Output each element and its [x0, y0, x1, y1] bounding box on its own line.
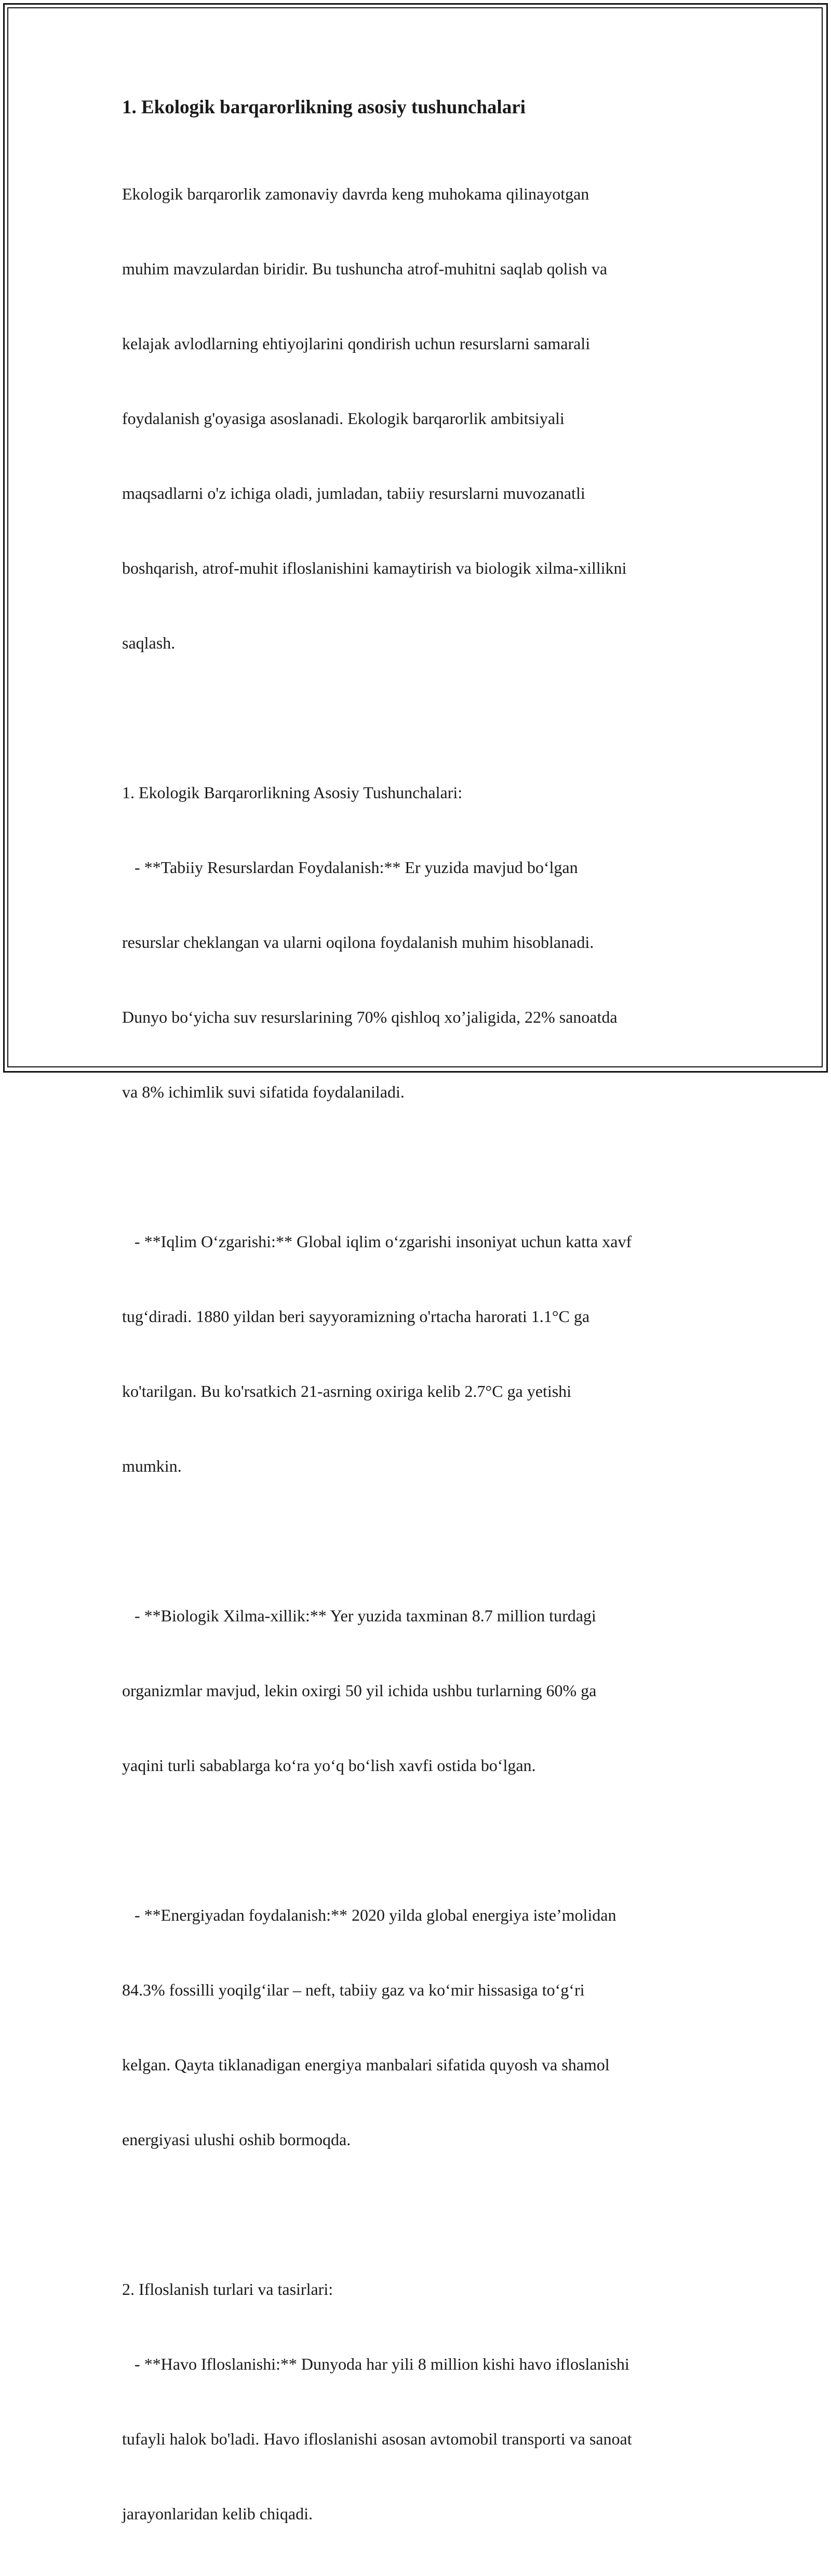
text-line: - **Havo Ifloslanishi:** Dunyoda har yili 8 million kishi havo ifloslanishi — [122, 2355, 629, 2374]
text-line: resurslar cheklangan va ularni oqilona foydalanish muhim hisoblanadi. — [122, 933, 594, 952]
text-line: 2. Ifloslanish turlari va tasirlari: — [122, 2280, 333, 2299]
paragraph-gap — [122, 1528, 714, 1553]
text-line: - **Iqlim O‘zgarishi:** Global iqlim o‘zgarishi insoniyat uchun katta xavf — [122, 1232, 632, 1251]
text-line: jarayonlaridan kelib chiqadi. — [122, 2504, 313, 2524]
text-line: maqsadlarni o'z ichiga oladi, jumladan, tabiiy resurslarni muvozanatli — [122, 484, 585, 503]
text-line: - **Energiyadan foydalanish:** 2020 yilda global energiya iste’molidan — [122, 1906, 616, 1925]
text-line: boshqarish, atrof-muhit ifloslanishini kamaytirish va biologik xilma-xillikni — [122, 559, 627, 578]
paragraph-gap — [122, 1154, 714, 1179]
text-line: mumkin. — [122, 1457, 182, 1476]
paragraph-gap — [122, 1828, 714, 1853]
text-line: ko'tarilgan. Bu ko'rsatkich 21-asrning oxiriga kelib 2.7°C ga yetishi — [122, 1382, 572, 1401]
paragraph-gap — [122, 2202, 714, 2227]
text-line: - **Biologik Xilma-xillik:** Yer yuzida taxminan 8.7 million turdagi — [122, 1606, 596, 1626]
section1-resources — [122, 730, 714, 1154]
text-line: organizmlar mavjud, lekin oxirgi 50 yil ichida ushbu turlarning 60% ga — [122, 1681, 597, 1700]
text-line: energiyasi ulushi oshib bormoqda. — [122, 2130, 351, 2149]
text-line: tufayli halok bo'ladi. Havo ifloslanishi asosan avtomobil transporti va sanoat — [122, 2429, 632, 2449]
text-line: saqlash. — [122, 633, 176, 653]
text-line: Ekologik barqarorlik zamonaviy davrda keng muhokama qilinayotgan — [122, 184, 589, 204]
text-line: tug‘diradi. 1880 yildan beri sayyoramizning o'rtacha harorati 1.1°C ga — [122, 1307, 590, 1326]
text-line: va 8% ichimlik suvi sifatida foydalaniladi. — [122, 1082, 405, 1102]
text-line: - **Tabiiy Resurslardan Foydalanish:** Er yuzida mavjud bo‘lgan — [122, 858, 578, 877]
text-line: foydalanish g'oyasiga asoslanadi. Ekologik barqarorlik ambitsiyali — [122, 409, 565, 428]
section2-pollution — [122, 2227, 714, 2576]
paragraph-gap — [122, 705, 714, 730]
biodiversity-item — [122, 1553, 714, 1828]
text-line: yaqini turli sabablarga ko‘ra yo‘q bo‘lish xavfi ostida bo‘lgan. — [122, 1756, 536, 1775]
text-line: muhim mavzulardan biridir. Bu tushuncha atrof-muhitni saqlab qolish va — [122, 259, 608, 279]
text-line: kelajak avlodlarning ehtiyojlarini qondirish uchun resurslarni samarali — [122, 334, 591, 353]
text-line: kelgan. Qayta tiklanadigan energiya manbalari sifatida quyosh va shamol — [122, 2055, 610, 2075]
text-line: Dunyo bo‘yicha suv resurslarining 70% qishloq xo’jaligida, 22% sanoatda — [122, 1008, 618, 1027]
climate-change-item — [122, 1179, 714, 1528]
text-line: 1. Ekologik Barqarorlikning Asosiy Tushunchalari: — [122, 783, 463, 802]
text-line: 84.3% fossilli yoqilg‘ilar – neft, tabiiy gaz va ko‘mir hissasiga to‘g‘ri — [122, 1980, 585, 2000]
section-heading: 1. Ekologik barqarorlikning asosiy tushunchalari — [122, 97, 526, 118]
intro-paragraph — [122, 131, 714, 705]
document-body — [122, 96, 714, 2576]
energy-item — [122, 1853, 714, 2202]
